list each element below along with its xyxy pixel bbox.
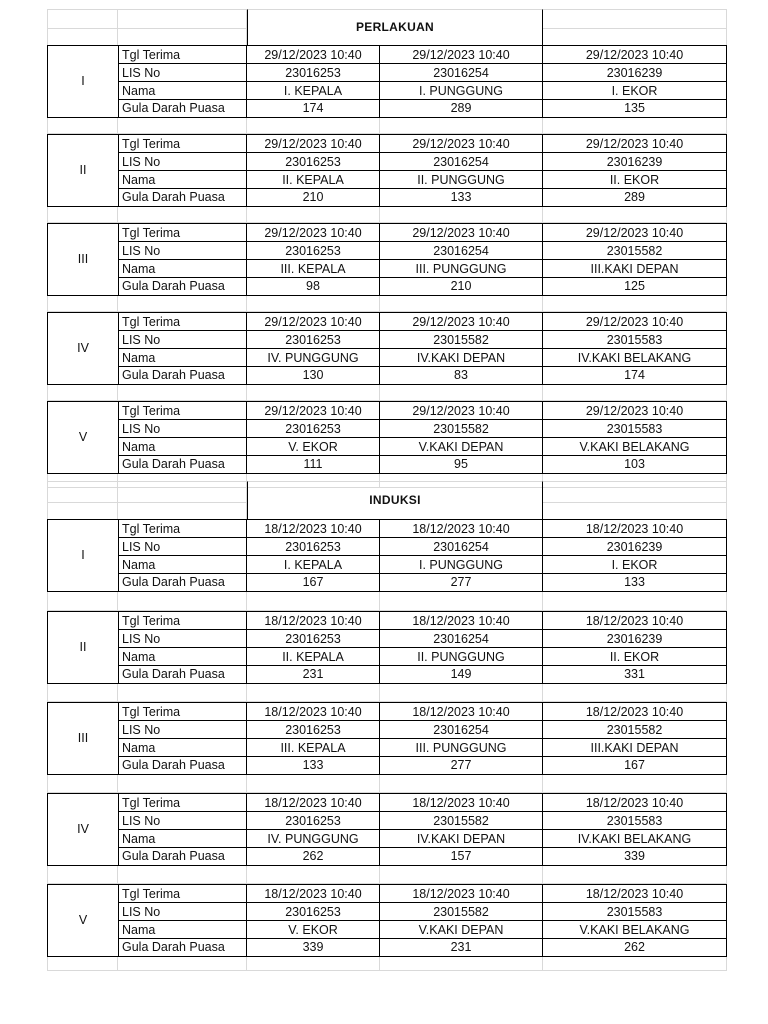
data-cell-gula: 231 [380,938,543,957]
data-cell-nama: V.KAKI BELAKANG [543,920,727,939]
spacer-cell [543,296,727,312]
row-label: Tgl Terima [118,793,247,812]
spacer-cell [380,775,543,793]
row-label: LIS No [118,537,247,556]
group-number: III [47,223,118,296]
data-cell-tgl: 18/12/2023 10:40 [247,884,380,903]
spacer-cell [380,207,543,223]
group-number: II [47,134,118,207]
group-number: IV [47,312,118,385]
row-label: Tgl Terima [118,134,247,153]
spacer-cell [247,296,380,312]
row-label: Nama [118,259,247,278]
spacer-cell [47,957,118,971]
data-cell-lis: 23015583 [543,811,727,830]
data-cell-lis: 23016239 [543,629,727,648]
data-cell-lis: 23016254 [380,629,543,648]
data-cell-gula: 277 [380,573,543,592]
group-number: I [47,519,118,592]
data-cell-lis: 23015582 [380,811,543,830]
data-cell-nama: II. EKOR [543,647,727,666]
data-cell-lis: 23016253 [247,537,380,556]
data-cell-tgl: 18/12/2023 10:40 [247,519,380,538]
data-cell-nama: III.KAKI DEPAN [543,259,727,278]
data-cell-nama: V.KAKI BELAKANG [543,437,727,456]
group-number: I [47,45,118,118]
row-label: LIS No [118,629,247,648]
data-cell-lis: 23016254 [380,241,543,260]
data-cell-tgl: 29/12/2023 10:40 [247,45,380,64]
data-cell-gula: 98 [247,277,380,296]
header-blank-cell [543,481,727,519]
spacer-cell [380,118,543,134]
data-cell-lis: 23015583 [543,330,727,349]
row-label: Nama [118,647,247,666]
data-cell-gula: 167 [247,573,380,592]
spacer-cell [380,385,543,401]
row-label: Gula Darah Puasa [118,756,247,775]
data-cell-lis: 23016253 [247,811,380,830]
spacer-cell [543,775,727,793]
gridline [47,502,247,503]
row-label: Gula Darah Puasa [118,188,247,207]
spacer-cell [543,207,727,223]
data-cell-tgl: 18/12/2023 10:40 [380,702,543,721]
data-cell-gula: 262 [247,847,380,866]
row-label: Gula Darah Puasa [118,665,247,684]
spacer-cell [47,385,118,401]
data-cell-tgl: 29/12/2023 10:40 [543,45,727,64]
data-cell-gula: 130 [247,366,380,385]
row-label: Gula Darah Puasa [118,573,247,592]
data-cell-tgl: 18/12/2023 10:40 [543,702,727,721]
data-cell-tgl: 18/12/2023 10:40 [380,519,543,538]
row-label: Nama [118,920,247,939]
data-cell-nama: III. PUNGGUNG [380,738,543,757]
data-cell-tgl: 29/12/2023 10:40 [543,312,727,331]
row-label: Tgl Terima [118,611,247,630]
row-label: Gula Darah Puasa [118,99,247,118]
group-number: II [47,611,118,684]
gridline [543,28,727,29]
data-cell-nama: II. PUNGGUNG [380,647,543,666]
row-label: LIS No [118,419,247,438]
spacer-cell [118,957,247,971]
data-cell-tgl: 18/12/2023 10:40 [247,702,380,721]
spacer-cell [47,775,118,793]
header-blank-cell [118,481,247,519]
data-cell-tgl: 29/12/2023 10:40 [543,134,727,153]
data-cell-gula: 231 [247,665,380,684]
spacer-cell [47,592,118,611]
spacer-cell [118,118,247,134]
data-cell-gula: 289 [543,188,727,207]
data-cell-lis: 23015583 [543,902,727,921]
data-cell-nama: V.KAKI DEPAN [380,920,543,939]
data-cell-gula: 277 [380,756,543,775]
data-cell-nama: III. PUNGGUNG [380,259,543,278]
spacer-cell [118,866,247,884]
spacer-cell [118,207,247,223]
data-cell-tgl: 29/12/2023 10:40 [247,223,380,242]
spacer-cell [47,118,118,134]
data-cell-tgl: 29/12/2023 10:40 [247,401,380,420]
data-cell-nama: I. KEPALA [247,81,380,100]
header-blank-cell [47,9,118,45]
data-cell-lis: 23016253 [247,419,380,438]
row-label: Tgl Terima [118,884,247,903]
data-cell-tgl: 18/12/2023 10:40 [380,884,543,903]
data-cell-nama: I. PUNGGUNG [380,81,543,100]
row-label: Gula Darah Puasa [118,455,247,474]
group-number: IV [47,793,118,866]
data-cell-lis: 23015582 [380,902,543,921]
data-cell-tgl: 18/12/2023 10:40 [380,793,543,812]
data-cell-tgl: 18/12/2023 10:40 [247,611,380,630]
data-cell-lis: 23016253 [247,330,380,349]
spacer-cell [247,684,380,702]
data-cell-lis: 23016254 [380,537,543,556]
spacer-cell [47,207,118,223]
data-cell-gula: 174 [247,99,380,118]
data-cell-nama: II. KEPALA [247,170,380,189]
spacer-cell [380,296,543,312]
group-number: III [47,702,118,775]
data-cell-nama: V.KAKI DEPAN [380,437,543,456]
spacer-cell [543,866,727,884]
data-cell-gula: 210 [247,188,380,207]
spacer-cell [247,592,380,611]
data-cell-lis: 23016253 [247,241,380,260]
gridline [543,502,727,503]
data-cell-nama: III.KAKI DEPAN [543,738,727,757]
row-label: Gula Darah Puasa [118,366,247,385]
header-blank-cell [47,481,118,519]
data-cell-tgl: 29/12/2023 10:40 [380,45,543,64]
data-cell-tgl: 18/12/2023 10:40 [543,793,727,812]
row-label: Tgl Terima [118,401,247,420]
data-cell-tgl: 18/12/2023 10:40 [380,611,543,630]
spacer-cell [47,296,118,312]
row-label: Nama [118,348,247,367]
spacer-cell [247,207,380,223]
data-cell-nama: I. KEPALA [247,555,380,574]
spacer-cell [543,385,727,401]
spacer-cell [380,592,543,611]
gridline [47,28,247,29]
data-cell-lis: 23015582 [380,330,543,349]
row-label: Tgl Terima [118,45,247,64]
data-cell-gula: 133 [380,188,543,207]
data-cell-tgl: 29/12/2023 10:40 [380,134,543,153]
spacer-cell [247,385,380,401]
data-cell-nama: IV.KAKI DEPAN [380,348,543,367]
row-label: Nama [118,829,247,848]
row-label: Tgl Terima [118,702,247,721]
row-label: LIS No [118,720,247,739]
spacer-cell [543,118,727,134]
row-label: Nama [118,81,247,100]
data-cell-lis: 23015582 [543,241,727,260]
spacer-cell [47,866,118,884]
data-cell-nama: V. EKOR [247,920,380,939]
data-cell-gula: 174 [543,366,727,385]
data-cell-tgl: 29/12/2023 10:40 [247,134,380,153]
row-label: Tgl Terima [118,223,247,242]
spacer-cell [247,866,380,884]
data-cell-nama: III. KEPALA [247,259,380,278]
data-cell-nama: IV.KAKI BELAKANG [543,829,727,848]
data-cell-lis: 23015582 [543,720,727,739]
row-label: Nama [118,170,247,189]
data-cell-nama: IV.KAKI BELAKANG [543,348,727,367]
group-number: V [47,401,118,474]
data-cell-tgl: 29/12/2023 10:40 [543,401,727,420]
data-cell-gula: 83 [380,366,543,385]
spacer-cell [543,957,727,971]
data-cell-gula: 210 [380,277,543,296]
row-label: LIS No [118,902,247,921]
spacer-cell [118,775,247,793]
data-cell-gula: 262 [543,938,727,957]
row-label: Gula Darah Puasa [118,847,247,866]
spacer-cell [380,684,543,702]
spacer-cell [543,592,727,611]
data-cell-tgl: 29/12/2023 10:40 [247,312,380,331]
data-cell-lis: 23016254 [380,152,543,171]
data-cell-nama: II. KEPALA [247,647,380,666]
header-blank-cell [118,9,247,45]
data-cell-lis: 23016253 [247,63,380,82]
spacer-cell [247,957,380,971]
row-label: LIS No [118,63,247,82]
data-cell-gula: 149 [380,665,543,684]
data-cell-lis: 23016239 [543,152,727,171]
data-cell-tgl: 18/12/2023 10:40 [543,884,727,903]
row-label: Tgl Terima [118,519,247,538]
data-cell-nama: I. EKOR [543,81,727,100]
row-label: Nama [118,437,247,456]
data-cell-gula: 95 [380,455,543,474]
data-cell-gula: 289 [380,99,543,118]
row-label: Nama [118,738,247,757]
data-cell-nama: IV. PUNGGUNG [247,829,380,848]
row-label: LIS No [118,330,247,349]
spacer-cell [118,385,247,401]
spacer-cell [47,684,118,702]
data-cell-lis: 23016254 [380,720,543,739]
header-blank-cell [543,9,727,45]
row-label: Gula Darah Puasa [118,938,247,957]
spacer-cell [380,957,543,971]
row-label: Nama [118,555,247,574]
spacer-cell [247,118,380,134]
data-cell-tgl: 18/12/2023 10:40 [247,793,380,812]
data-cell-nama: V. EKOR [247,437,380,456]
data-cell-lis: 23016253 [247,902,380,921]
data-cell-gula: 133 [543,573,727,592]
data-cell-nama: IV.KAKI DEPAN [380,829,543,848]
data-cell-lis: 23016239 [543,537,727,556]
data-cell-lis: 23016239 [543,63,727,82]
spacer-cell [543,684,727,702]
spacer-cell [380,866,543,884]
data-cell-gula: 133 [247,756,380,775]
data-cell-tgl: 29/12/2023 10:40 [380,401,543,420]
data-cell-lis: 23016253 [247,152,380,171]
data-cell-gula: 135 [543,99,727,118]
data-cell-tgl: 29/12/2023 10:40 [543,223,727,242]
data-cell-lis: 23015582 [380,419,543,438]
spacer-cell [247,775,380,793]
data-cell-nama: II. EKOR [543,170,727,189]
spacer-cell [118,592,247,611]
data-cell-gula: 111 [247,455,380,474]
data-cell-nama: IV. PUNGGUNG [247,348,380,367]
data-cell-nama: I. PUNGGUNG [380,555,543,574]
row-label: Gula Darah Puasa [118,277,247,296]
spacer-cell [118,296,247,312]
data-cell-gula: 339 [543,847,727,866]
data-cell-tgl: 29/12/2023 10:40 [380,312,543,331]
row-label: Tgl Terima [118,312,247,331]
section-title: PERLAKUAN [355,20,435,34]
data-cell-nama: I. EKOR [543,555,727,574]
data-cell-gula: 331 [543,665,727,684]
row-label: LIS No [118,241,247,260]
data-cell-lis: 23016253 [247,720,380,739]
data-cell-lis: 23016254 [380,63,543,82]
row-label: LIS No [118,152,247,171]
data-cell-tgl: 18/12/2023 10:40 [543,611,727,630]
data-cell-nama: II. PUNGGUNG [380,170,543,189]
data-cell-nama: III. KEPALA [247,738,380,757]
data-cell-gula: 103 [543,455,727,474]
data-cell-lis: 23015583 [543,419,727,438]
data-cell-gula: 339 [247,938,380,957]
data-cell-gula: 157 [380,847,543,866]
data-cell-tgl: 29/12/2023 10:40 [380,223,543,242]
group-number: V [47,884,118,957]
data-cell-gula: 167 [543,756,727,775]
row-label: LIS No [118,811,247,830]
spacer-cell [118,684,247,702]
data-cell-gula: 125 [543,277,727,296]
data-cell-lis: 23016253 [247,629,380,648]
section-title: INDUKSI [369,492,421,507]
data-cell-tgl: 18/12/2023 10:40 [543,519,727,538]
